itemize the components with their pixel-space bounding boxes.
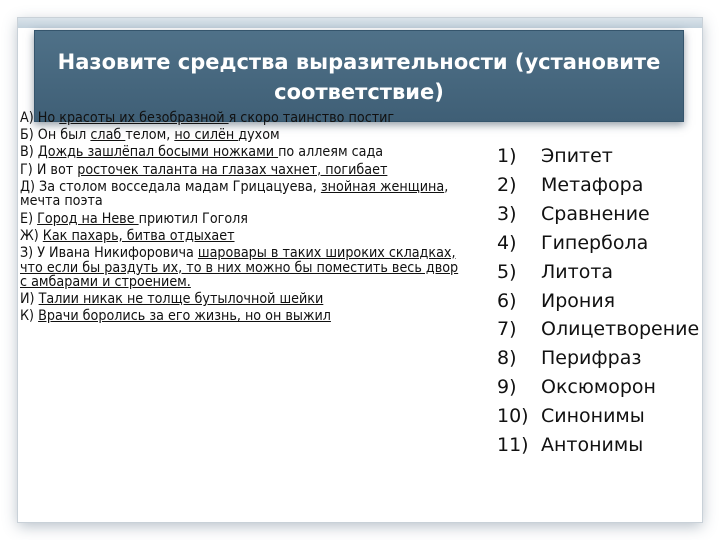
device-label: Перифраз [541,347,642,370]
example-item [20,292,465,307]
device-number: 9) [497,376,517,399]
example-underlined-text: Город на Неве [37,210,139,227]
example-underlined-text: Врачи боролись за его жизнь, но он выжил [38,308,331,325]
device-label: Ирония [541,289,616,312]
device-number: 10) [497,405,529,428]
example-underlined-text: шаровары в таких широких складках, что если бы раздуть их, то в них можно бы поместить весь двор с амбарами и строением. [20,244,459,291]
device-item [497,200,707,229]
example-underlined-text: росточек таланта на глазах чахнет, погибает [77,161,388,178]
device-number: 1) [497,145,517,167]
device-label: Метафора [541,173,644,196]
device-label: Оксюморон [541,376,656,399]
example-underlined-text: знойная женщина [320,178,445,195]
example-item [20,246,465,290]
example-text: Е) [20,210,38,227]
device-number: 2) [497,173,517,196]
example-text: З) У Ивана Никифоровича [20,244,198,261]
device-label: Эпитет [541,145,613,167]
example-underlined-text: Как пахарь, битва отдыхает [42,227,235,244]
slide-title: Назовите средства выразительности (установите соответствие) [34,30,684,122]
examples-list [20,111,465,327]
device-item [497,287,707,316]
device-item [497,431,707,460]
devices-list [497,142,707,460]
slide-top-band [18,18,702,28]
example-item [20,128,465,143]
example-underlined-text: Дождь зашлёпал босыми ножками [37,144,279,161]
example-text: телом, [125,127,175,144]
example-text: И) [20,291,39,308]
device-label: Синонимы [541,405,645,428]
example-text: В) [20,144,38,161]
slide [18,18,702,522]
example-text: Д) За столом восседала мадам Грицацуева, [20,178,321,195]
example-item [20,145,465,160]
device-number: 6) [497,289,517,312]
device-label: Гипербола [541,231,649,254]
device-number: 5) [497,260,517,283]
device-item [497,142,707,171]
device-number: 3) [497,202,517,225]
device-item [497,229,707,258]
example-underlined-text: слаб [90,127,126,144]
device-number: 8) [497,347,517,370]
device-item [497,373,707,402]
device-item [497,402,707,431]
example-text: духом [238,127,280,144]
device-label: Сравнение [541,202,650,225]
example-item [20,111,465,126]
example-text: Ж) [20,227,43,244]
example-text: А) Но [20,110,60,126]
device-label: Литота [541,260,614,283]
example-item [20,212,465,227]
example-text: К) [20,308,39,325]
example-underlined-text: Талии никак не толще бутылочной шейки [38,291,324,308]
device-number: 11) [497,434,529,457]
device-item [497,171,707,200]
example-text: Б) Он был [20,127,91,144]
example-item [20,163,465,178]
example-text: Г) И вот [20,161,78,178]
example-text: я скоро таинство постиг [228,110,395,126]
example-text: приютил Гоголя [138,210,248,227]
device-item [497,344,707,373]
device-item [497,315,707,344]
example-item [20,180,465,209]
device-number: 4) [497,231,517,254]
device-number: 7) [497,318,517,341]
device-label: Олицетворение [541,318,700,341]
device-label: Антонимы [541,434,644,457]
example-item [20,309,465,324]
example-text: , мечта поэта [20,178,449,210]
example-underlined-text: красоты их безобразной [59,110,229,126]
device-item [497,258,707,287]
example-item [20,229,465,244]
example-text: по аллеям сада [278,144,384,161]
example-underlined-text: но силён [174,127,239,144]
